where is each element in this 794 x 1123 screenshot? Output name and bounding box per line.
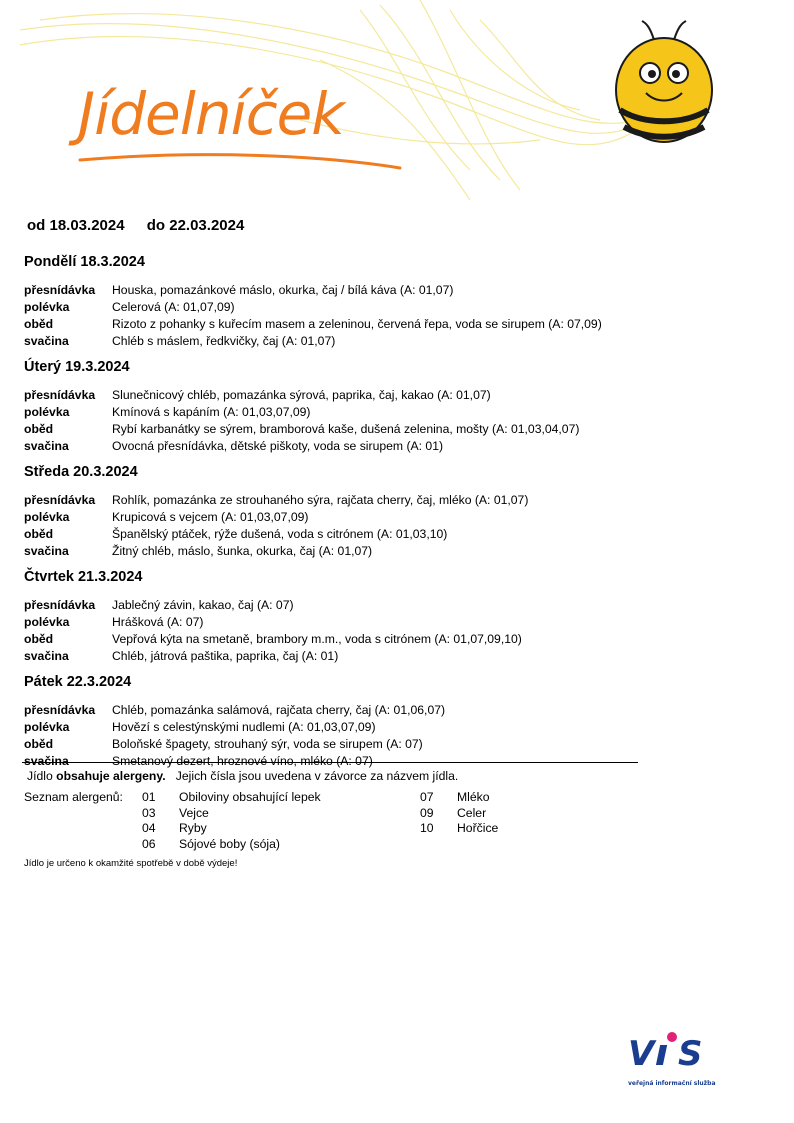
allergen-code: 04 xyxy=(142,821,156,835)
meal-label: přesnídávka xyxy=(24,493,96,507)
allergen-name: Celer xyxy=(457,805,487,820)
allergen-note-prefix: Jídlo xyxy=(27,769,57,783)
meal-text: Chléb s máslem, ředkvičky, čaj (A: 01,07) xyxy=(112,334,336,348)
meal-label: přesnídávka xyxy=(24,598,96,612)
meal-row xyxy=(24,631,644,648)
divider xyxy=(22,762,638,763)
svg-text:S: S xyxy=(678,1034,703,1074)
meal-text: Rohlík, pomazánka ze strouhaného sýra, rajčata cherry, čaj, mléko (A: 01,07) xyxy=(112,493,529,507)
day-title: Pondělí 18.3.2024 xyxy=(24,254,145,270)
meal-label: oběd xyxy=(24,317,54,331)
day-title: Pátek 22.3.2024 xyxy=(24,674,132,690)
meal-label: oběd xyxy=(24,737,54,751)
meal-label: svačina xyxy=(24,334,69,348)
meal-row xyxy=(24,719,644,736)
allergen-item xyxy=(142,837,321,853)
meal-text: Ovocná přesnídávka, dětské piškoty, voda se sirupem (A: 01) xyxy=(112,439,444,453)
meal-row xyxy=(24,509,644,526)
day-section xyxy=(24,357,644,455)
meal-label: polévka xyxy=(24,615,70,629)
meal-row xyxy=(24,316,644,333)
allergen-name: Obiloviny obsahující lepek xyxy=(179,790,321,804)
meal-row xyxy=(24,421,644,438)
svg-text:veřejná informační služba: veřejná informační služba xyxy=(628,1080,716,1087)
meal-text: Španělský ptáček, rýže dušená, voda s citrónem (A: 01,03,10) xyxy=(112,527,448,541)
day-title: Středa 20.3.2024 xyxy=(24,464,138,480)
allergen-code: 07 xyxy=(420,790,434,804)
meal-text: Hovězí s celestýnskými nudlemi (A: 01,03,07,09) xyxy=(112,720,376,734)
day-title: Čtvrtek 21.3.2024 xyxy=(24,569,143,585)
meal-text: Žitný chléb, máslo, šunka, okurka, čaj (A: 01,07) xyxy=(112,544,373,558)
allergen-code: 06 xyxy=(142,836,156,851)
meal-row xyxy=(24,597,644,614)
meal-row xyxy=(24,387,644,404)
meal-row xyxy=(24,492,644,509)
allergen-item xyxy=(142,806,321,822)
allergen-list-label: Seznam alergenů: xyxy=(24,790,123,804)
meal-label: svačina xyxy=(24,649,69,663)
date-to: do 22.03.2024 xyxy=(146,217,245,234)
day-section xyxy=(24,567,644,665)
meal-text: Krupicová s vejcem (A: 01,03,07,09) xyxy=(112,510,309,524)
page-title: Jídelníček xyxy=(78,80,344,148)
meal-label: polévka xyxy=(24,510,70,524)
allergen-code: 01 xyxy=(142,790,156,804)
meal-text: Jablečný závin, kakao, čaj (A: 07) xyxy=(112,598,294,612)
meal-label: polévka xyxy=(24,405,70,419)
meal-row xyxy=(24,526,644,543)
meal-text: Smetanový dezert, hroznové víno, mléko (A: 07) xyxy=(112,754,373,768)
meal-row xyxy=(24,282,644,299)
allergen-item xyxy=(142,790,321,806)
meal-text: Chléb, játrová paštika, paprika, čaj (A: 01) xyxy=(112,649,339,663)
meal-row xyxy=(24,438,644,455)
meal-row xyxy=(24,404,644,421)
meal-text: Vepřová kýta na smetaně, brambory m.m., voda s citrónem (A: 01,07,09,10) xyxy=(112,632,522,646)
allergen-note xyxy=(27,769,458,783)
meal-text: Houska, pomazánkové máslo, okurka, čaj / bílá káva (A: 01,07) xyxy=(112,283,454,297)
allergen-code: 10 xyxy=(420,821,434,835)
meal-label: svačina xyxy=(24,544,69,558)
allergen-note-suffix: Jejich čísla jsou uvedena v závorce za názvem jídla. xyxy=(165,769,459,783)
meal-row xyxy=(24,299,644,316)
meal-text: Boloňské špagety, strouhaný sýr, voda se sirupem (A: 07) xyxy=(112,737,423,751)
meal-row xyxy=(24,702,644,719)
svg-text:V: V xyxy=(628,1034,655,1074)
allergen-item xyxy=(420,806,498,822)
meal-label: svačina xyxy=(24,439,69,453)
meal-text: Rizoto z pohanky s kuřecím masem a zeleninou, červená řepa, voda se sirupem (A: 07,09) xyxy=(112,317,602,331)
allergen-item xyxy=(420,821,498,837)
date-from: od 18.03.2024 xyxy=(27,217,125,234)
allergen-code: 03 xyxy=(142,805,156,820)
allergen-item xyxy=(142,821,321,837)
allergen-code: 09 xyxy=(420,805,434,820)
day-section xyxy=(24,672,644,770)
meal-label: polévka xyxy=(24,720,70,734)
meal-text: Celerová (A: 01,07,09) xyxy=(112,300,235,314)
allergen-column-1 xyxy=(142,790,321,852)
date-range xyxy=(27,217,244,234)
day-title: Úterý 19.3.2024 xyxy=(24,359,130,375)
allergen-name: Vejce xyxy=(179,805,209,820)
meal-row xyxy=(24,333,644,350)
meal-row xyxy=(24,614,644,631)
allergen-item xyxy=(420,790,498,806)
allergen-note-bold: obsahuje alergeny. xyxy=(56,769,166,783)
footnote: Jídlo je určeno k okamžité spotřebě v době výdeje! xyxy=(24,858,238,869)
meal-label: oběd xyxy=(24,422,54,436)
bee-mascot-icon xyxy=(616,21,712,142)
day-section xyxy=(24,462,644,560)
allergen-column-2 xyxy=(420,790,498,837)
allergen-name: Sójové boby (sója) xyxy=(179,836,280,851)
meal-row xyxy=(24,648,644,665)
day-section xyxy=(24,252,644,350)
meal-text: Kmínová s kapáním (A: 01,03,07,09) xyxy=(112,405,311,419)
meal-label: přesnídávka xyxy=(24,388,96,402)
meal-text: Slunečnicový chléb, pomazánka sýrová, paprika, čaj, kakao (A: 01,07) xyxy=(112,388,491,402)
meal-label: oběd xyxy=(24,632,54,646)
allergen-name: Ryby xyxy=(179,821,207,835)
meal-text: Chléb, pomazánka salámová, rajčata cherry, čaj (A: 01,06,07) xyxy=(112,703,446,717)
meal-row xyxy=(24,736,644,753)
weekly-menu xyxy=(24,252,644,777)
allergen-name: Mléko xyxy=(457,790,490,804)
vis-logo xyxy=(626,1027,716,1093)
meal-label: oběd xyxy=(24,527,54,541)
title-underline xyxy=(80,155,400,168)
meal-text: Rybí karbanátky se sýrem, bramborová kaše, dušená zelenina, mošty (A: 01,03,04,07) xyxy=(112,422,580,436)
meal-label: přesnídávka xyxy=(24,283,96,297)
meal-label: polévka xyxy=(24,300,70,314)
meal-text: Hrášková (A: 07) xyxy=(112,615,204,629)
meal-label: přesnídávka xyxy=(24,703,96,717)
meal-label: svačina xyxy=(24,754,69,768)
meal-row xyxy=(24,543,644,560)
allergen-name: Hořčice xyxy=(457,821,499,835)
